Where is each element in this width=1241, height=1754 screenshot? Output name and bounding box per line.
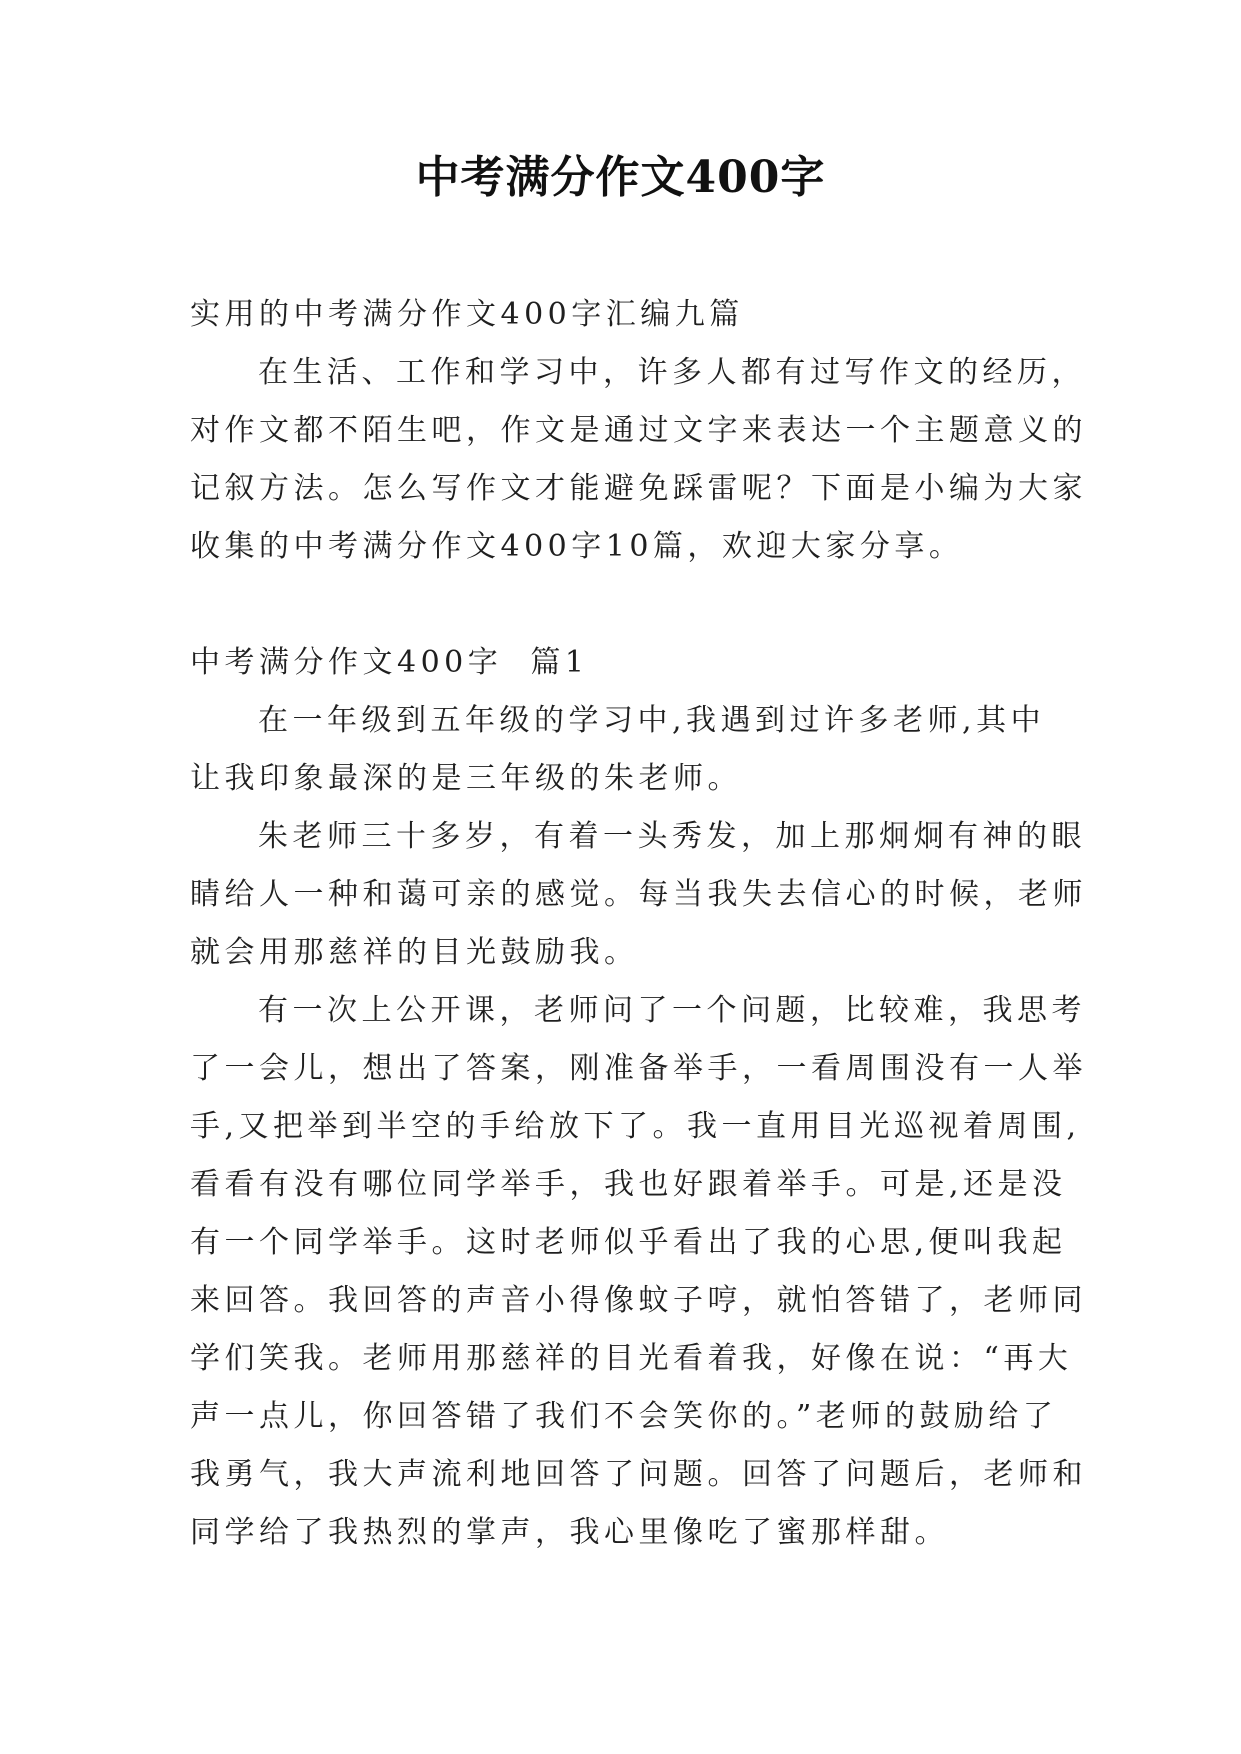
- paragraph-line: 同学给了我热烈的掌声，我心里像吃了蜜那样甜。: [190, 1515, 949, 1550]
- paragraph-line: 有一个同学举手。这时老师似乎看出了我的心思,便叫我起: [190, 1225, 1067, 1260]
- intro-line: 收集的中考满分作文400字10篇，欢迎大家分享。: [190, 529, 964, 564]
- paragraph-line: 在一年级到五年级的学习中,我遇到过许多老师,其中: [258, 703, 1046, 738]
- section-heading: 中考满分作文400字 篇1: [190, 645, 589, 680]
- paragraph-line: 声一点儿，你回答错了我们不会笑你的。”老师的鼓励给了: [190, 1399, 1058, 1434]
- paragraph-3: [190, 982, 1087, 1562]
- paragraph-line: 让我印象最深的是三年级的朱老师。: [190, 761, 742, 796]
- paragraph-line: 来回答。我回答的声音小得像蚊子哼，就怕答错了，老师同: [190, 1283, 1087, 1318]
- paragraph-line: 睛给人一种和蔼可亲的感觉。每当我失去信心的时候，老师: [190, 877, 1087, 912]
- document-title: 中考满分作文400字: [415, 152, 826, 203]
- paragraph-1: [190, 692, 1058, 808]
- paragraph-line: 了一会儿，想出了答案，刚准备举手，一看周围没有一人举: [190, 1051, 1087, 1086]
- document-subtitle: 实用的中考满分作文400字汇编九篇: [190, 297, 744, 332]
- section-spacer: [190, 576, 1058, 634]
- paragraph-line: 手,又把举到半空的手给放下了。我一直用目光巡视着周围,: [190, 1109, 1081, 1144]
- paragraph-line: 有一次上公开课，老师问了一个问题，比较难，我思考: [258, 993, 1086, 1028]
- intro-line: 记叙方法。怎么写作文才能避免踩雷呢？下面是小编为大家: [190, 471, 1087, 506]
- paragraph-line: 学们笑我。老师用那慈祥的目光看着我，好像在说：“再大: [190, 1341, 1073, 1376]
- intro-line: 对作文都不陌生吧，作文是通过文字来表达一个主题意义的: [190, 413, 1087, 448]
- document-body: [190, 286, 1087, 1562]
- paragraph-2: [190, 808, 1087, 982]
- intro-paragraph: [190, 344, 1087, 576]
- paragraph-line: 朱老师三十多岁，有着一头秀发，加上那炯炯有神的眼: [258, 819, 1086, 854]
- intro-line: 在生活、工作和学习中，许多人都有过写作文的经历，: [258, 355, 1086, 390]
- paragraph-line: 就会用那慈祥的目光鼓励我。: [190, 935, 639, 970]
- paragraph-line: 我勇气，我大声流利地回答了问题。回答了问题后，老师和: [190, 1457, 1087, 1492]
- paragraph-line: 看看有没有哪位同学举手，我也好跟着举手。可是,还是没: [190, 1167, 1067, 1202]
